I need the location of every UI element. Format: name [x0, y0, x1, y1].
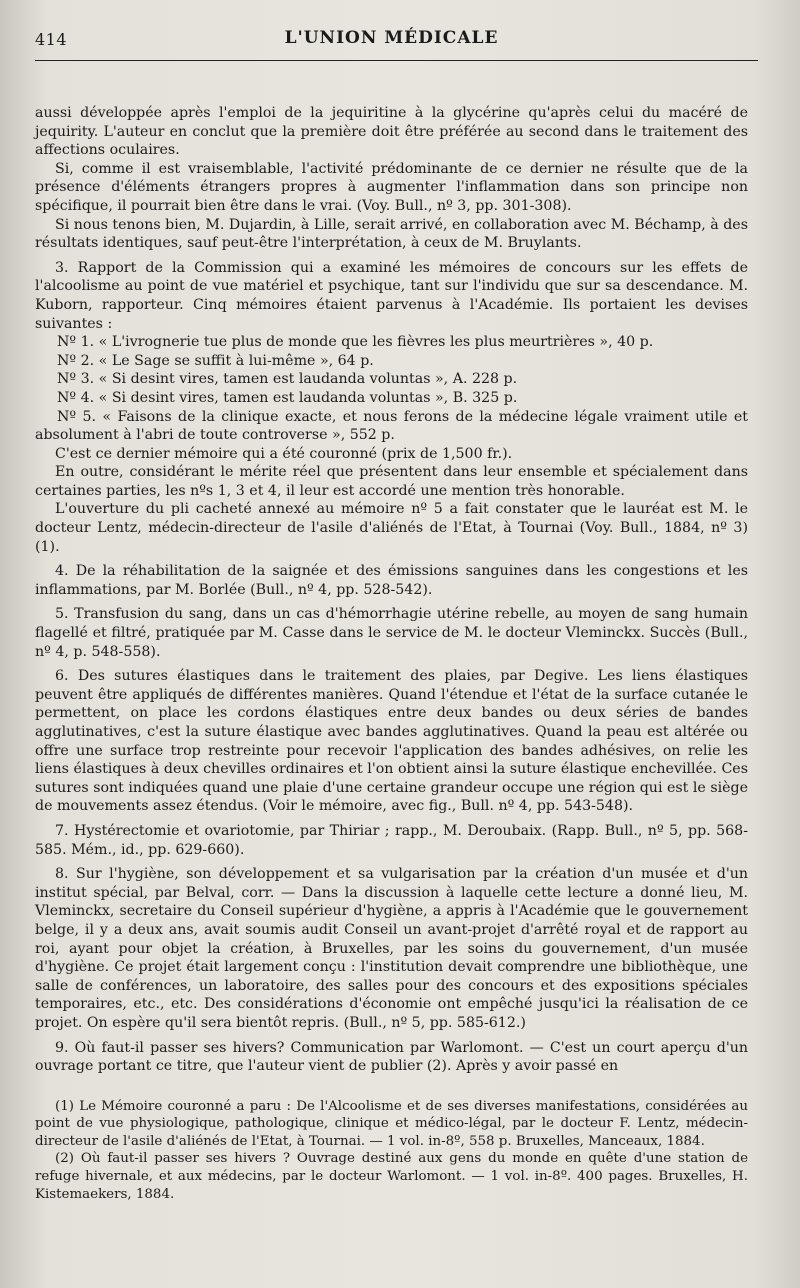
paragraph: L'ouverture du pli cacheté annexé au mémoire nº 5 a fait constater que le lauréat est M. le docteur Lentz, médecin-directeur de l'asile d'aliénés de l'Etat, à Tournai (Voy. Bull., 1884, nº 3) (1). [35, 501, 748, 555]
footnote-2: (2) Où faut-il passer ses hivers ? Ouvrage destiné aux gens du monde en quête d'une station de refuge hivernale, et aux médecins, par le docteur Warlomont. — 1 vol. in-8º. 400 pages. Bruxelles, H. Kistemaekers, 1884. [35, 1151, 748, 1202]
paragraph: En outre, considérant le mérite réel que présentent dans leur ensemble et spécialement dans certaines parties, les nºs 1, 3 et 4, il leur est accordé une mention très honorable. [35, 464, 748, 499]
page-number: 414 [35, 30, 68, 49]
page-header [35, 26, 748, 60]
footnotes [35, 1098, 748, 1204]
memoir-entry-4: Nº 4. « Si desint vires, tamen est laudanda voluntas », B. 325 p. [57, 389, 518, 406]
paragraph: C'est ce dernier mémoire qui a été couronné (prix de 1,500 fr.). [55, 445, 513, 462]
section-8-paragraph: 8. Sur l'hygiène, son développement et sa vulgarisation par la création d'un musée et d'un institut spécial, par Belval, corr. — Dans la discussion à laquelle cette lecture a donné lieu, M. Vleminckx, secretaire du Conseil supérieur d'hygiène, a appris à l'Académie que le gouvernement belge, il y a deux ans, avait soumis audit Conseil un avant-projet d'arrêté royal et de rapport au roi, ayant pour objet la création, à Bruxelles, par les soins du gouvernement, d'un musée d'hygiène. Ce projet était largement conçu : l'institution devait comprendre une bibliothèque, une salle de conférences, un laboratoire, des salles pour des concours et des expositions spéciales temporaires, etc., etc. Des considérations d'économie ont empêché jusqu'ici la réalisation de ce projet. On espère qu'il sera bientôt repris. (Bull., nº 5, pp. 585-612.) [35, 866, 748, 1031]
paragraph: Si nous tenons bien, M. Dujardin, à Lille, serait arrivé, en collaboration avec M. Béchamp, à des résultats identiques, sauf peut-être l'interprétation, à ceux de M. Bruylants. [35, 216, 748, 252]
memoir-entry-3: Nº 3. « Si desint vires, tamen est laudanda voluntas », A. 228 p. [57, 371, 518, 388]
section-4-paragraph: 4. De la réhabilitation de la saignée et des émissions sanguines dans les congestions et les inflammations, par M. Borlée (Bull., nº 4, pp. 528-542). [35, 563, 748, 598]
body-text [35, 60, 748, 1076]
section-5-paragraph: 5. Transfusion du sang, dans un cas d'hémorrhagie utérine rebelle, au moyen de sang humain flagellé et filtré, pratiquée par M. Casse dans le service de M. le docteur Vleminckx. Succès (Bull., nº 4, p. 548-558). [35, 606, 748, 660]
memoir-entry-5: Nº 5. « Faisons de la clinique exacte, et nous ferons de la médecine légale vraiment utile et absolument à l'abri de toute controverse », 552 p. [35, 408, 748, 444]
section-3-paragraph: 3. Rapport de la Commission qui a examiné les mémoires de concours sur les effets de l'alcoolisme au point de vue matériel et psychique, tant sur l'individu que sur sa descendance. M. Kuborn, rapporteur. Cinq mémoires étaient parvenus à l'Académie. Ils portaient les devises suivantes : [35, 259, 748, 332]
running-title: L'UNION MÉDICALE [284, 28, 499, 48]
memoir-entry-2: Nº 2. « Le Sage se suffit à lui-même », 64 p. [57, 352, 374, 369]
paragraph-continuation: aussi développée après l'emploi de la jequiritine à la glycérine qu'après celui du macéré de jequirity. L'auteur en conclut que la première doit être préférée au second dans le traitement des affections oculaires. [35, 105, 748, 159]
section-9-paragraph: 9. Où faut-il passer ses hivers? Communication par Warlomont. — C'est un court aperçu d'un ouvrage portant ce titre, que l'auteur vient de publier (2). Après y avoir passé en [35, 1039, 748, 1075]
section-6-paragraph: 6. Des sutures élastiques dans le traitement des plaies, par Degive. Les liens élastiques peuvent être appliqués de différentes manières. Quand l'étendue et l'état de la surface cutanée le permettent, on place les cordons élastiques entre deux bandes ou deux séries de bandes agglutinatives, c'est la suture élastique avec bandes agglutinatives. Quand la peau est altérée ou offre une surface trop restreinte pour recevoir l'application des bandes adhésives, on relie les liens élastiques à deux chevilles ordinaires et l'on obtient ainsi la suture élastique enchevillée. Ces sutures sont indiquées quand une plaie d'une certaine grandeur occupe une région qui est le siège de mouvements assez étendus. (Voir le mémoire, avec fig., Bull. nº 4, pp. 543-548). [35, 668, 749, 815]
paragraph: Si, comme il est vraisemblable, l'activité prédominante de ce dernier ne résulte que de la présence d'éléments étrangers propres à augmenter l'inflammation dans son principe non spécifique, il pourrait bien être dans le vrai. (Voy. Bull., nº 3, pp. 301-308). [35, 160, 748, 214]
header-rule [35, 60, 758, 61]
footnote-1: (1) Le Mémoire couronné a paru : De l'Alcoolisme et de ses diverses manifestations, considérées au point de vue physiologique, pathologique, clinique et médico-légal, par le docteur F. Lentz, médecin-directeur de l'asile d'aliénés de l'Etat, à Tournai. — 1 vol. in-8º, 558 p. Bruxelles, Manceaux, 1884. [35, 1098, 748, 1149]
memoir-entry-1: Nº 1. « L'ivrognerie tue plus de monde que les fièvres les plus meurtrières », 40 p. [57, 334, 654, 351]
section-7-paragraph: 7. Hystérectomie et ovariotomie, par Thiriar ; rapp., M. Deroubaix. (Rapp. Bull., nº 5, pp. 568-585. Mém., id., pp. 629-660). [35, 822, 748, 858]
